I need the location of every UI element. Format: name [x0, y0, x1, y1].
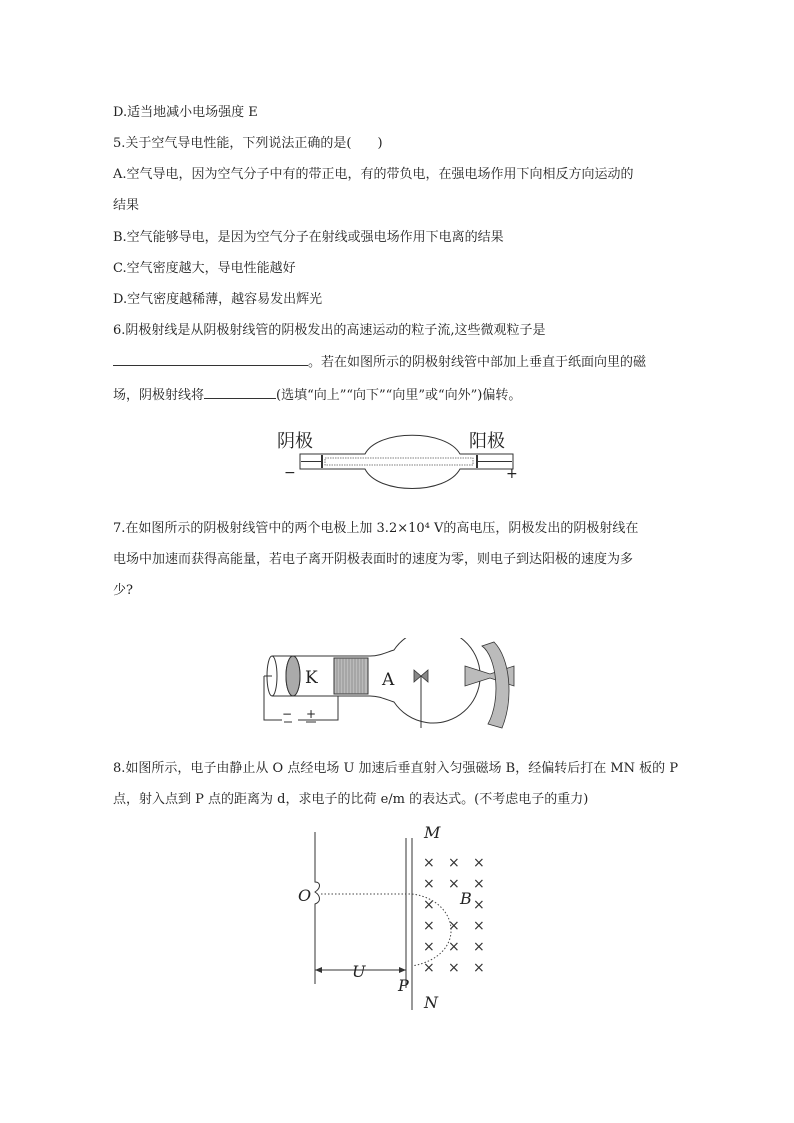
field-mark: × [423, 918, 435, 934]
k-label: K [305, 668, 318, 688]
field-mark: × [448, 876, 460, 892]
q8-line2: 点，射入点到 P 点的距离为 d，求电子的比荷 e/m 的表达式。(不考虑电子的重力) [113, 792, 589, 807]
field-mark: × [448, 960, 460, 976]
battery-plus-sign: + [306, 707, 317, 721]
field-mark: × [473, 855, 485, 871]
u-arrow-left [315, 967, 322, 973]
q6-line3 [113, 386, 521, 405]
q7-line1: 7.在如图所示的阴极射线管中的两个电极上加 3.2×10⁴ V的高电压，阴极发出的阴极射线在 [113, 521, 639, 536]
q6-line2 [113, 353, 646, 372]
anode-label: 阳极 [469, 431, 505, 452]
field-mark: × [473, 939, 485, 955]
cathode-ray-tube-figure [270, 425, 525, 500]
u-arrow-right [399, 967, 406, 973]
field-mark: × [473, 918, 485, 934]
cathode-label: 阴极 [277, 431, 313, 452]
q7-line3: 少? [113, 583, 133, 598]
q5-option-d: D.空气密度越稀薄，越容易发出辉光 [113, 292, 323, 307]
fluorescent-screen [482, 642, 509, 728]
q8-line1: 8.如图所示，电子由静止从 O 点经电场 U 加速后垂直射入匀强磁场 B，经偏转后打在 MN 板的 P [113, 761, 679, 776]
b-label: B [460, 889, 472, 908]
n-label: N [424, 993, 438, 1012]
field-mark: × [448, 855, 460, 871]
minus-sign: − [284, 465, 296, 481]
field-mark: × [423, 855, 435, 871]
o-label: O [298, 886, 312, 905]
field-mark: × [448, 939, 460, 955]
q6-answer-blank-1[interactable] [113, 353, 308, 366]
battery-minus-sign: − [282, 707, 293, 721]
field-mark: × [423, 897, 435, 913]
u-label: U [352, 962, 366, 981]
q6-answer-blank-2[interactable] [204, 386, 276, 399]
q4-option-d: D.适当地减小电场强度 E [113, 105, 258, 120]
field-mark: × [448, 918, 460, 934]
anode-cylinder [334, 658, 368, 694]
cathode-disc [286, 656, 300, 696]
field-mark: × [473, 960, 485, 976]
q5-option-c: C.空气密度越大，导电性能越好 [113, 261, 296, 276]
plus-sign: + [506, 466, 518, 482]
q5-option-b: B.空气能够导电，是因为空气分子在射线或强电场作用下电离的结果 [113, 230, 504, 245]
crookes-tube-figure [262, 638, 524, 738]
circuit-wires [264, 676, 338, 720]
field-mark: × [473, 897, 485, 913]
q5-stem: 5.关于空气导电性能，下列说法正确的是( ) [113, 136, 383, 151]
q6-line2-text: 。若在如图所示的阴极射线管中部加上垂直于纸面向里的磁 [308, 355, 647, 370]
a-label: A [382, 670, 395, 690]
cathode-ray-beam [325, 458, 473, 465]
q6-line3-b: (选填“向上”“向下”“向里”或“向外”)偏转。 [276, 388, 522, 403]
field-mark: × [423, 939, 435, 955]
magnetic-field-marks [423, 855, 485, 976]
q5-option-a-line2: 结果 [113, 198, 140, 213]
p-label: P [398, 976, 409, 995]
m-label: M [424, 823, 441, 842]
field-mark: × [473, 876, 485, 892]
q5-option-a-line1: A.空气导电，因为空气分子中有的带正电，有的带负电，在强电场作用下向相反方向运动的 [113, 167, 634, 182]
left-plate [315, 832, 320, 984]
q7-line2: 电场中加速而获得高能量，若电子离开阴极表面时的速度为零，则电子到达阳极的速度为多 [113, 552, 634, 567]
field-mark: × [423, 876, 435, 892]
q6-line3-a: 场，阴极射线将 [113, 388, 205, 403]
field-mark: × [423, 960, 435, 976]
q6-line1: 6.阴极射线是从阴极射线管的阴极发出的高速运动的粒子流,这些微观粒子是 [113, 323, 546, 338]
magnetic-deflection-figure [290, 818, 510, 1014]
